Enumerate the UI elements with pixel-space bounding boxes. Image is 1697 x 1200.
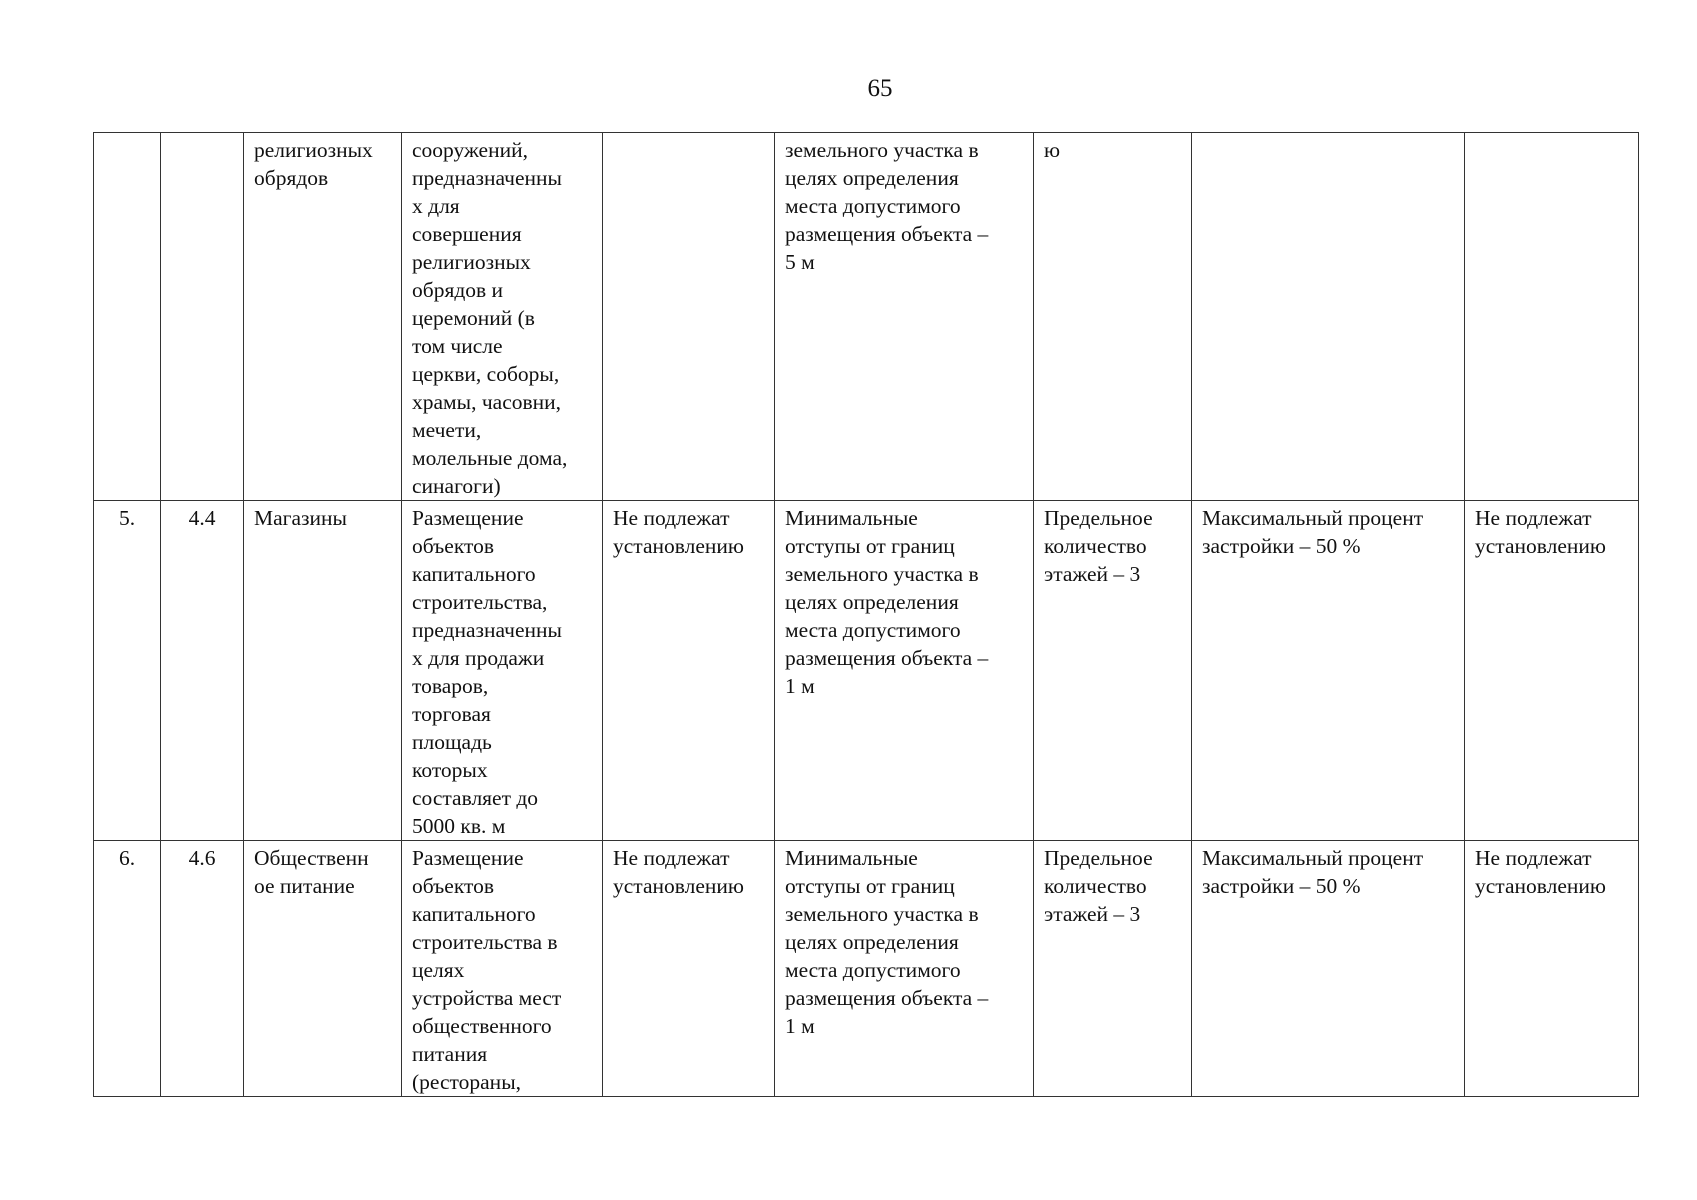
description-cell: сооружений, предназначенны х для совершения религиозных обрядов и церемоний (в том числе церкви, соборы, храмы, часовни, мечети, молельные дома, синагоги) <box>402 133 603 501</box>
code-cell: 4.4 <box>161 501 244 841</box>
description-cell: Размещение объектов капитального строительства, предназначенны х для продажи товаров, торговая площадь которых составляет до 5000 кв. м <box>402 501 603 841</box>
description-cell: Размещение объектов капитального строительства в целях устройства мест общественного питания (рестораны, <box>402 841 603 1097</box>
setbacks-cell: земельного участка в целях определения места допустимого размещения объекта – 5 м <box>775 133 1034 501</box>
other-params-cell: Не подлежат установлению <box>1465 501 1639 841</box>
use-name-cell: Магазины <box>244 501 402 841</box>
setbacks-cell: Минимальные отступы от границ земельного участка в целях определения места допустимого размещения объекта – 1 м <box>775 841 1034 1097</box>
code-cell: 4.6 <box>161 841 244 1097</box>
floors-cell: Предельное количество этажей – 3 <box>1034 501 1192 841</box>
use-name-cell: Общественн ое питание <box>244 841 402 1097</box>
other-params-cell <box>1465 133 1639 501</box>
page-number: 65 <box>867 75 893 102</box>
table-row <box>94 133 1639 501</box>
use-name-cell: религиозных обрядов <box>244 133 402 501</box>
row-number-cell <box>94 133 161 501</box>
coverage-cell: Максимальный процент застройки – 50 % <box>1192 501 1465 841</box>
table-row <box>94 841 1639 1097</box>
plot-area-cell: Не подлежат установлению <box>603 841 775 1097</box>
setbacks-cell: Минимальные отступы от границ земельного участка в целях определения места допустимого размещения объекта – 1 м <box>775 501 1034 841</box>
coverage-cell: Максимальный процент застройки – 50 % <box>1192 841 1465 1097</box>
table-row <box>94 501 1639 841</box>
row-number-cell: 6. <box>94 841 161 1097</box>
other-params-cell: Не подлежат установлению <box>1465 841 1639 1097</box>
land-use-table <box>93 132 1639 1097</box>
plot-area-cell <box>603 133 775 501</box>
code-cell <box>161 133 244 501</box>
plot-area-cell: Не подлежат установлению <box>603 501 775 841</box>
floors-cell: ю <box>1034 133 1192 501</box>
floors-cell: Предельное количество этажей – 3 <box>1034 841 1192 1097</box>
coverage-cell <box>1192 133 1465 501</box>
row-number-cell: 5. <box>94 501 161 841</box>
